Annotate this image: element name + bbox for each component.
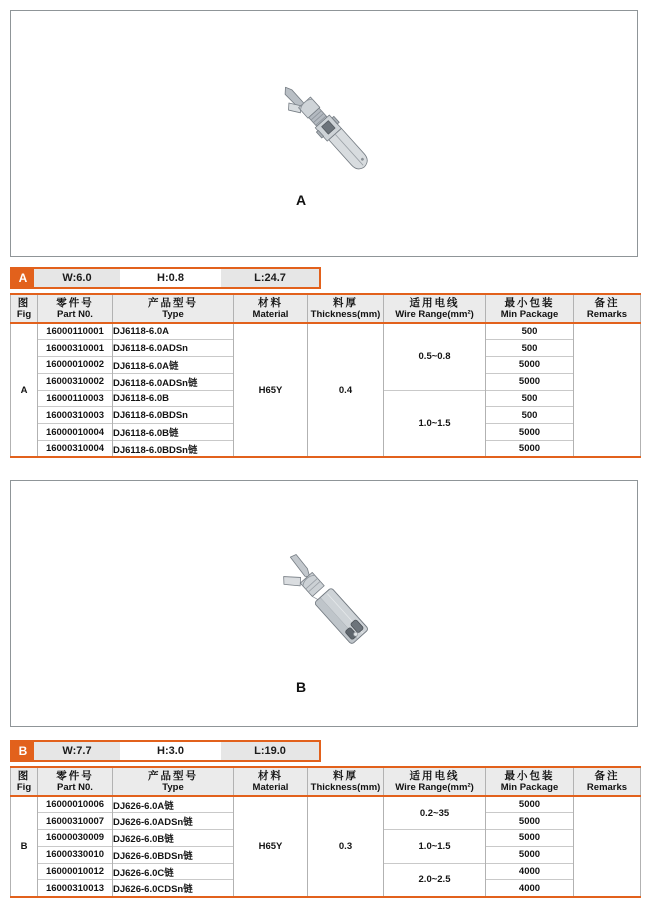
type-cell: DJ6118-6.0B xyxy=(113,390,234,407)
column-header: 零件号 Part N0. xyxy=(38,767,113,796)
part-no-cell: 16000010006 xyxy=(38,796,113,813)
type-cell: DJ626-6.0BDSn链 xyxy=(113,846,234,863)
spec-table-b xyxy=(10,766,641,898)
part-no-cell: 16000330010 xyxy=(38,846,113,863)
female-terminal-image xyxy=(263,533,403,683)
wire-range-cell: 0.2~35 xyxy=(384,796,486,830)
type-cell: DJ626-6.0CDSn链 xyxy=(113,880,234,897)
width-value-a: W:6.0 xyxy=(34,269,120,287)
part-no-cell: 16000310002 xyxy=(38,373,113,390)
column-header: 备注 Remarks xyxy=(574,767,641,796)
dims-strip-b xyxy=(10,740,321,762)
column-header: 产品型号 Type xyxy=(113,767,234,796)
part-no-cell: 16000310007 xyxy=(38,813,113,830)
table-row xyxy=(11,796,641,813)
type-cell: DJ6118-6.0BDSn xyxy=(113,407,234,424)
part-no-cell: 16000310013 xyxy=(38,880,113,897)
column-header: 适用电线 Wire Range(mm²) xyxy=(384,767,486,796)
section-badge-b: B xyxy=(12,742,34,760)
part-no-cell: 16000110003 xyxy=(38,390,113,407)
header-row xyxy=(11,767,641,796)
figure-caption-b: B xyxy=(296,679,307,695)
min-package-cell: 500 xyxy=(486,390,574,407)
min-package-cell: 5000 xyxy=(486,441,574,458)
column-header: 料厚 Thickness(mm) xyxy=(308,767,384,796)
part-no-cell: 16000110001 xyxy=(38,323,113,340)
wire-range-cell: 1.0~1.5 xyxy=(384,390,486,457)
height-value-b: H:3.0 xyxy=(120,742,221,760)
min-package-cell: 4000 xyxy=(486,863,574,880)
min-package-cell: 5000 xyxy=(486,424,574,441)
column-header: 最小包装 Min Package xyxy=(486,767,574,796)
column-header: 产品型号 Type xyxy=(113,294,234,323)
column-header: 适用电线 Wire Range(mm²) xyxy=(384,294,486,323)
wire-range-cell: 2.0~2.5 xyxy=(384,863,486,897)
type-cell: DJ6118-6.0A xyxy=(113,323,234,340)
dims-strip-a xyxy=(10,267,321,289)
spec-table-a xyxy=(10,293,641,458)
column-header: 料厚 Thickness(mm) xyxy=(308,294,384,323)
figure-box-a xyxy=(10,10,638,257)
table-row xyxy=(11,323,641,340)
figure-caption-a: A xyxy=(296,192,307,208)
type-cell: DJ6118-6.0ADSn链 xyxy=(113,373,234,390)
part-no-cell: 16000010012 xyxy=(38,863,113,880)
part-no-cell: 16000310001 xyxy=(38,340,113,357)
type-cell: DJ626-6.0C链 xyxy=(113,863,234,880)
part-no-cell: 16000310003 xyxy=(38,407,113,424)
type-cell: DJ626-6.0A链 xyxy=(113,796,234,813)
column-header: 备注 Remarks xyxy=(574,294,641,323)
figure-box-b xyxy=(10,480,638,727)
min-package-cell: 4000 xyxy=(486,880,574,897)
thickness-cell: 0.3 xyxy=(308,796,384,897)
section-badge-a: A xyxy=(12,269,34,287)
fig-cell: A xyxy=(11,323,38,457)
min-package-cell: 500 xyxy=(486,340,574,357)
material-cell: H65Y xyxy=(234,796,308,897)
part-no-cell: 16000010002 xyxy=(38,357,113,374)
part-no-cell: 16000310004 xyxy=(38,441,113,458)
min-package-cell: 500 xyxy=(486,323,574,340)
width-value-b: W:7.7 xyxy=(34,742,120,760)
fig-cell: B xyxy=(11,796,38,897)
min-package-cell: 5000 xyxy=(486,796,574,813)
height-value-a: H:0.8 xyxy=(120,269,221,287)
part-no-cell: 16000030009 xyxy=(38,830,113,847)
spec-table-b-container xyxy=(10,766,640,898)
min-package-cell: 5000 xyxy=(486,813,574,830)
thickness-cell: 0.4 xyxy=(308,323,384,457)
column-header: 材料 Material xyxy=(234,767,308,796)
column-header: 图 Fig xyxy=(11,767,38,796)
min-package-cell: 5000 xyxy=(486,846,574,863)
wire-range-cell: 0.5~0.8 xyxy=(384,323,486,390)
type-cell: DJ626-6.0ADSn链 xyxy=(113,813,234,830)
column-header: 零件号 Part N0. xyxy=(38,294,113,323)
column-header: 图 Fig xyxy=(11,294,38,323)
length-value-b: L:19.0 xyxy=(221,742,319,760)
column-header: 最小包装 Min Package xyxy=(486,294,574,323)
type-cell: DJ6118-6.0B链 xyxy=(113,424,234,441)
remarks-cell xyxy=(574,796,641,897)
material-cell: H65Y xyxy=(234,323,308,457)
type-cell: DJ6118-6.0A链 xyxy=(113,357,234,374)
min-package-cell: 5000 xyxy=(486,830,574,847)
type-cell: DJ626-6.0B链 xyxy=(113,830,234,847)
type-cell: DJ6118-6.0BDSn链 xyxy=(113,441,234,458)
min-package-cell: 500 xyxy=(486,407,574,424)
spec-table-a-container xyxy=(10,293,640,458)
part-no-cell: 16000010004 xyxy=(38,424,113,441)
remarks-cell xyxy=(574,323,641,457)
length-value-a: L:24.7 xyxy=(221,269,319,287)
type-cell: DJ6118-6.0ADSn xyxy=(113,340,234,357)
header-row xyxy=(11,294,641,323)
min-package-cell: 5000 xyxy=(486,373,574,390)
column-header: 材料 Material xyxy=(234,294,308,323)
min-package-cell: 5000 xyxy=(486,357,574,374)
male-terminal-image xyxy=(266,61,396,201)
wire-range-cell: 1.0~1.5 xyxy=(384,830,486,864)
